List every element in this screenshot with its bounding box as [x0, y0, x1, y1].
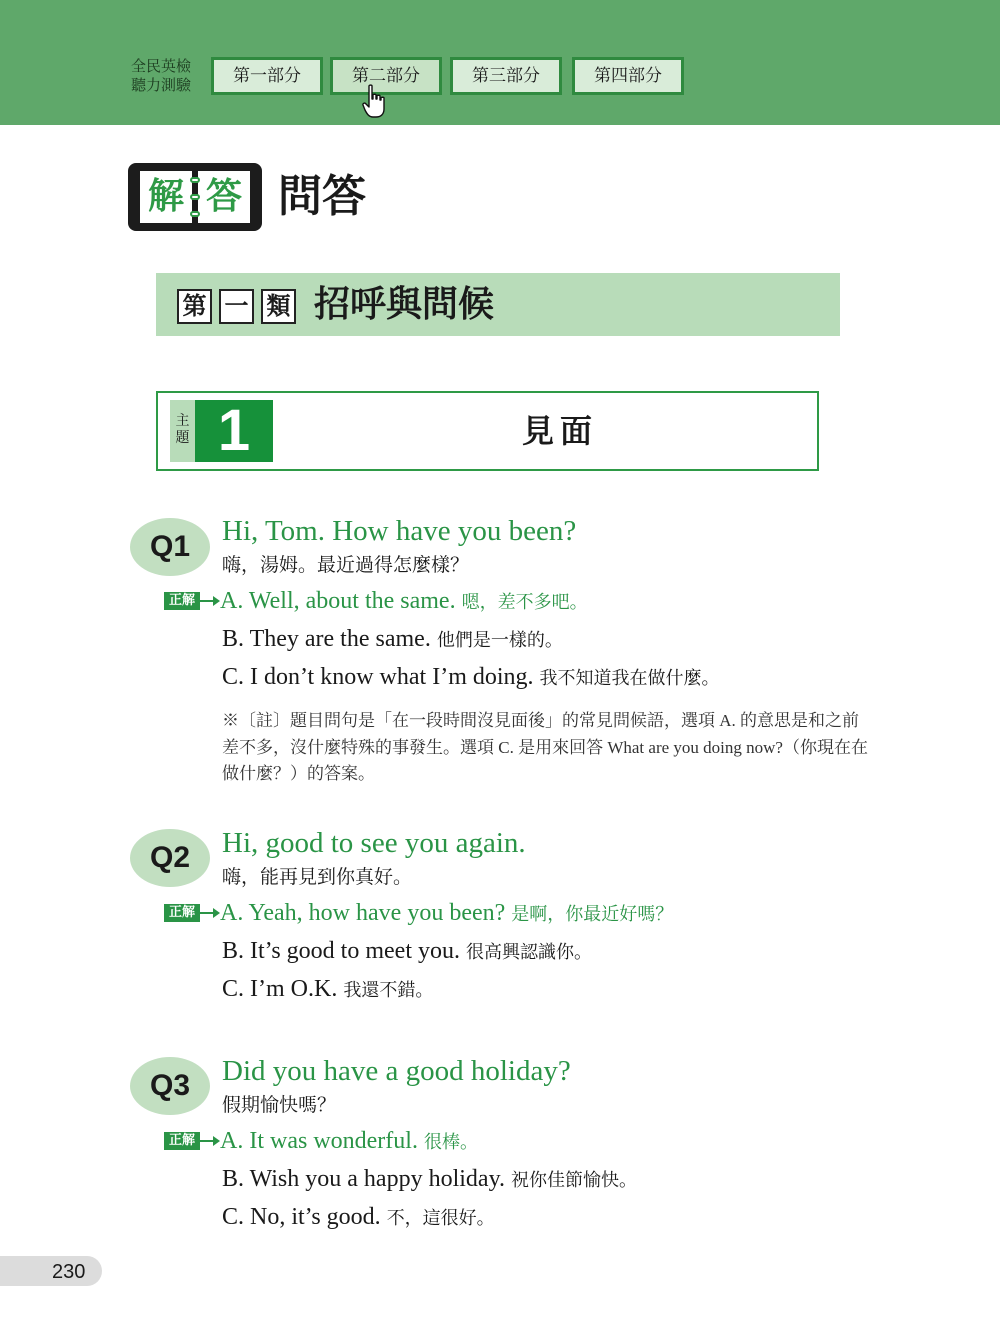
tab-part-3[interactable]: 第三部分 [450, 57, 562, 95]
option-zh: 他們是一樣的。 [436, 630, 563, 651]
option-en: B. It’s good to meet you. [222, 938, 460, 964]
header-bar [0, 0, 1000, 125]
section-badge [128, 163, 262, 231]
topic-tag: 主題 [170, 400, 195, 462]
binder-ring-icon [190, 177, 200, 183]
question-translation-q3: 假期愉快嗎？ [222, 1094, 337, 1116]
tab-part-4[interactable]: 第四部分 [572, 57, 684, 95]
option-zh: 祝你佳節愉快。 [511, 1170, 638, 1191]
option-en: A. Yeah, how have you been? [220, 900, 506, 926]
option-zh: 不，這很好。 [386, 1208, 495, 1229]
binder-ring-icon [190, 194, 200, 200]
question-badge-q1: Q1 [130, 518, 210, 576]
series-title-line2: 聽力測驗 [131, 76, 192, 94]
pointer-hand-icon [362, 84, 388, 118]
section-title: 問答 [278, 171, 366, 222]
option-zh: 我不知道我在做什麼。 [539, 668, 720, 689]
correct-answer-tag: 正解 [164, 592, 200, 610]
question-badge-q3: Q3 [130, 1057, 210, 1115]
section-badge-char-2: 答 [198, 171, 250, 223]
question-text-q1: Hi, Tom. How have you been? [222, 515, 577, 547]
tab-part-1[interactable]: 第一部分 [211, 57, 323, 95]
page-number: 230 [52, 1261, 86, 1283]
series-title [131, 57, 203, 95]
option-q2-a [220, 898, 673, 930]
option-en: C. I don’t know what I’m doing. [222, 664, 534, 690]
option-q3-a [220, 1126, 478, 1158]
question-text-q3: Did you have a good holiday? [222, 1055, 571, 1087]
option-zh: 是啊，你最近好嗎？ [511, 904, 674, 925]
question-translation-q2: 嗨，能再見到你真好。 [222, 866, 413, 888]
category-bar [156, 273, 840, 336]
option-en: C. No, it’s good. [222, 1204, 381, 1230]
correct-answer-tag: 正解 [164, 904, 200, 922]
page-number-tab [0, 1256, 102, 1286]
arrow-right-icon [200, 912, 218, 914]
question-badge-q2: Q2 [130, 829, 210, 887]
note-q1: ※〔註〕題目問句是「在一段時間沒見面後」的常見問候語，選項 A. 的意思是和之前差不多，沒什麼特殊的事發生。選項 C. 是用來回答 What are you doing now?（你現在在做什麼？）的答案。 [222, 711, 868, 783]
topic-title: 見面 [521, 412, 598, 450]
series-title-line1: 全民英檢 [131, 57, 192, 75]
arrow-right-icon [200, 1140, 218, 1142]
option-q2-b [222, 936, 592, 968]
option-en: C. I’m O.K. [222, 976, 338, 1002]
tab-part-2[interactable]: 第二部分 [330, 57, 442, 95]
option-zh: 很高興認識你。 [465, 942, 592, 963]
section-badge-char-1: 解 [140, 171, 192, 223]
option-en: A. Well, about the same. [220, 588, 456, 614]
category-box-1: 第 [177, 289, 212, 324]
option-q2-c [222, 974, 433, 1006]
option-q3-b [222, 1164, 637, 1196]
option-q1-a [220, 586, 588, 618]
option-q1-c [222, 662, 720, 694]
option-zh: 很棒。 [423, 1132, 478, 1153]
option-zh: 我還不錯。 [343, 980, 434, 1001]
option-q3-c [222, 1202, 495, 1234]
topic-number: 1 [195, 400, 273, 462]
category-box-3: 類 [261, 289, 296, 324]
option-q1-b [222, 624, 563, 656]
option-en: B. They are the same. [222, 626, 431, 652]
correct-answer-tag: 正解 [164, 1132, 200, 1150]
category-box-2: 一 [219, 289, 254, 324]
option-en: A. It was wonderful. [220, 1128, 418, 1154]
question-translation-q1: 嗨，湯姆。最近過得怎麼樣？ [222, 554, 470, 576]
category-title: 招呼與問候 [314, 284, 495, 325]
binder-ring-icon [190, 211, 200, 217]
option-en: B. Wish you a happy holiday. [222, 1166, 506, 1192]
question-text-q2: Hi, good to see you again. [222, 827, 526, 859]
arrow-right-icon [200, 600, 218, 602]
option-zh: 嗯，差不多吧。 [461, 592, 588, 613]
